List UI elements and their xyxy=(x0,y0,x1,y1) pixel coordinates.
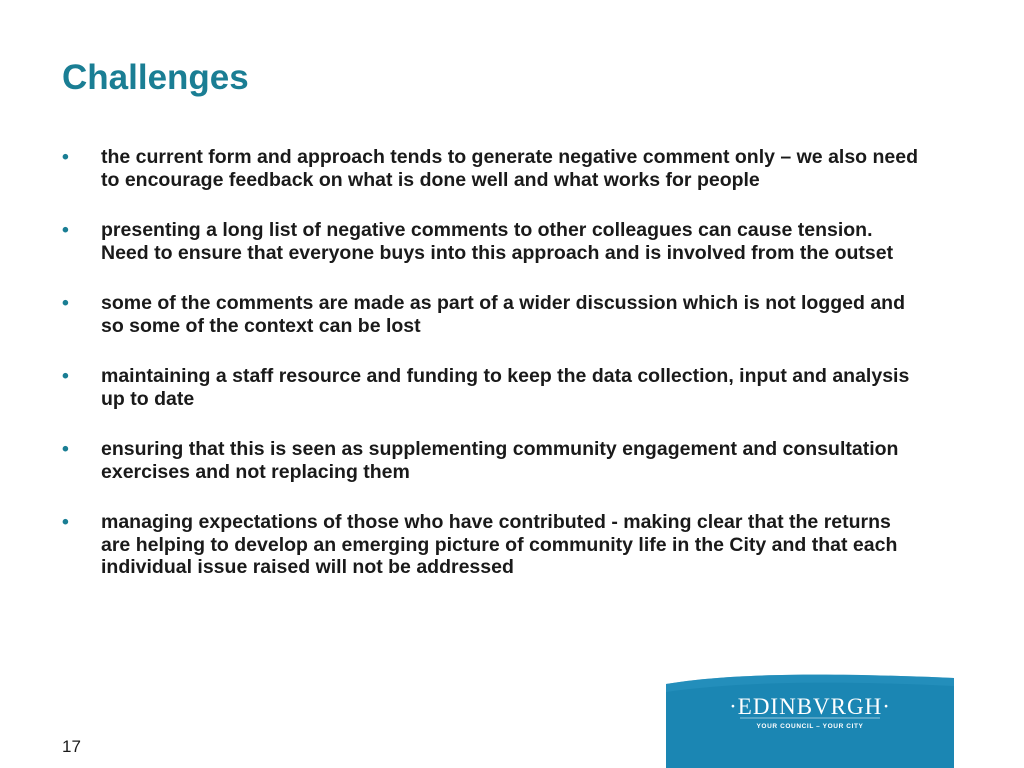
logo-panel-background xyxy=(666,672,954,768)
edinburgh-logo xyxy=(666,672,954,768)
bullet-item xyxy=(62,292,920,337)
bullet-item xyxy=(62,146,920,191)
bullet-icon: • xyxy=(62,219,69,241)
bullet-icon: • xyxy=(62,438,69,460)
bullet-text: the current form and approach tends to generate negative comment only – we also need to encourage feedback on what is done well and what works for people xyxy=(101,146,919,191)
bullet-icon: • xyxy=(62,365,69,387)
logo-tagline: YOUR COUNCIL – YOUR CITY xyxy=(756,723,864,730)
bullet-text: some of the comments are made as part of a wider discussion which is not logged and so some of the context can be lost xyxy=(101,292,906,337)
slide-title: Challenges xyxy=(62,58,249,97)
bullet-text: managing expectations of those who have contributed - making clear that the returns are helping to develop an emerging picture of community life in the City and that each individual issue raised will not be addressed xyxy=(101,511,898,578)
bullet-icon: • xyxy=(62,146,69,168)
page-number: 17 xyxy=(62,737,81,756)
bullet-text: maintaining a staff resource and funding to keep the data collection, input and analysis up to date xyxy=(101,365,910,410)
bullet-item xyxy=(62,438,920,483)
bullet-item xyxy=(62,219,920,264)
bullet-icon: • xyxy=(62,511,69,533)
bullet-item xyxy=(62,365,920,410)
bullet-icon: • xyxy=(62,292,69,314)
bullet-list xyxy=(62,146,920,607)
bullet-text: presenting a long list of negative comments to other colleagues can cause tension. Need to ensure that everyone buys into this approach and is involved from the outset xyxy=(101,219,894,264)
bullet-item xyxy=(62,511,920,579)
logo-wordmark: ·EDINBVRGH· xyxy=(729,694,891,719)
bullet-text: ensuring that this is seen as supplementing community engagement and consultation exercises and not replacing them xyxy=(101,438,899,483)
